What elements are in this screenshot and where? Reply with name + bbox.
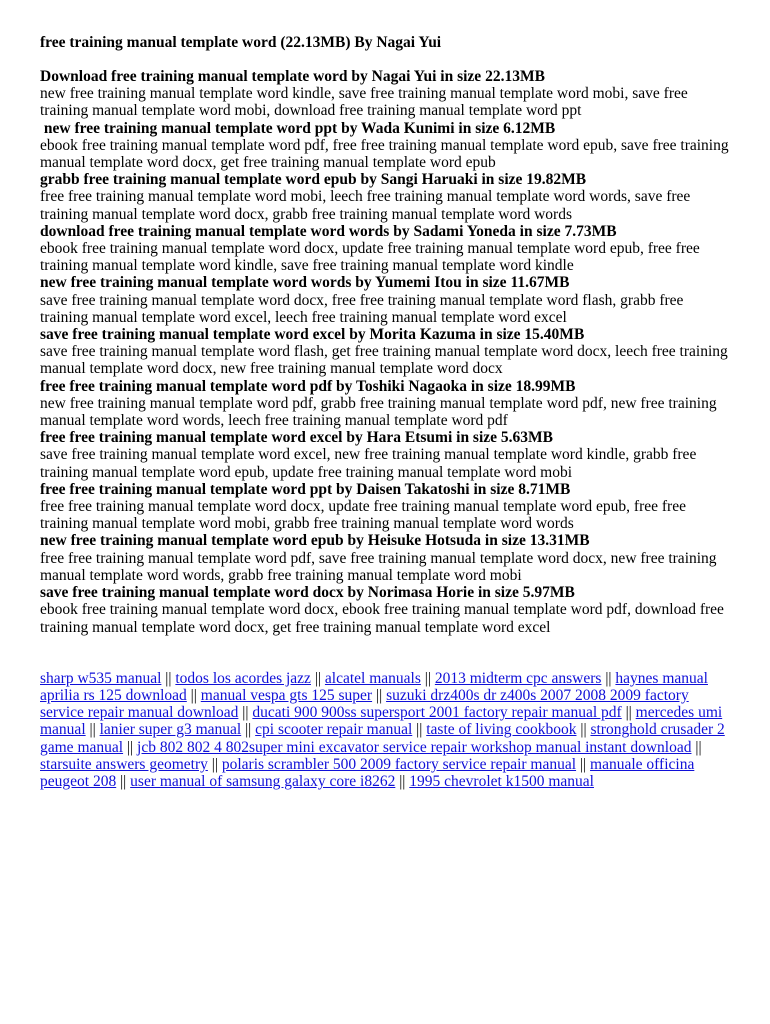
entry-body: save free training manual template word flash, get free training manual template word docx, leech free training manual template word docx, new free training manual template word docx — [40, 343, 728, 378]
related-link[interactable]: taste of living cookbook — [426, 721, 577, 739]
link-separator: || — [416, 721, 423, 739]
link-separator: || — [605, 669, 612, 687]
related-link[interactable]: suzuki drz400s dr z400s 2007 2008 2009 factory service repair manual download — [40, 686, 689, 722]
related-link[interactable]: mercedes umi manual — [40, 704, 723, 739]
entry — [40, 223, 735, 275]
entry-body: save free training manual template word excel, new free training manual template word kindle, grabb free training manual template word epub, update free training manual template word mobi — [40, 446, 697, 481]
entry-heading: new free training manual template word words by Yumemi Itou in size 11.67MB — [40, 274, 570, 292]
related-link[interactable]: user manual of samsung galaxy core i8262 — [130, 772, 396, 790]
entry-heading: save free training manual template word excel by Morita Kazuma in size 15.40MB — [40, 326, 585, 344]
entry-body: free free training manual template word pdf, save free training manual template word docx, new free training manual template word words, grabb free training manual template word mobi — [40, 549, 717, 584]
document-title: free training manual template word (22.13MB) By Nagai Yui — [40, 34, 442, 51]
entry — [40, 326, 735, 378]
entry — [40, 120, 735, 172]
link-separator: || — [695, 738, 702, 756]
entry-body: ebook free training manual template word docx, update free training manual template word epub, free free training manual template word kindle, save free training manual template word kindle — [40, 240, 700, 275]
entry-body: new free training manual template word pdf, grabb free training manual template word pdf, new free training manual template word words, leech free training manual template word pdf — [40, 394, 717, 430]
related-link[interactable]: alcatel manuals — [324, 669, 421, 687]
related-link[interactable]: manuale officina peugeot 208 — [40, 755, 695, 790]
related-links — [40, 670, 735, 790]
entry-list — [40, 68, 735, 636]
related-link[interactable]: haynes manual aprilia rs 125 download — [40, 669, 708, 704]
entry-body: ebook free training manual template word docx, ebook free training manual template word pdf, download free training manual template word docx, get free training manual template word excel — [40, 601, 724, 636]
entry-heading: free free training manual template word ppt by Daisen Takatoshi in size 8.71MB — [40, 480, 571, 498]
entry-heading: new free training manual template word ppt by Wada Kunimi in size 6.12MB — [40, 119, 556, 137]
entry — [40, 274, 735, 326]
related-link[interactable]: ducati 900 900ss supersport 2001 factory repair manual pdf — [252, 704, 622, 722]
link-separator: || — [625, 704, 632, 722]
related-link[interactable]: lanier super g3 manual — [99, 721, 242, 739]
entry-heading: Download free training manual template word by Nagai Yui in size 22.13MB — [40, 68, 545, 85]
related-link[interactable]: todos los acordes jazz — [175, 669, 311, 687]
link-separator: || — [399, 772, 406, 790]
document-page — [40, 34, 735, 790]
entry — [40, 378, 735, 430]
related-link[interactable]: stronghold crusader 2 game manual — [40, 721, 725, 756]
entry — [40, 481, 735, 533]
entry — [40, 584, 735, 636]
entry-heading: free free training manual template word excel by Hara Etsumi in size 5.63MB — [40, 429, 553, 447]
entry-body: new free training manual template word kindle, save free training manual template word mobi, save free training manual template word mobi, download free training manual template word ppt — [40, 85, 688, 120]
related-link[interactable]: jcb 802 802 4 802super mini excavator service repair workshop manual instant download — [137, 738, 692, 756]
entry-body: save free training manual template word docx, free free training manual template word flash, grabb free training manual template word excel, leech free training manual template word excel — [40, 291, 684, 326]
entry — [40, 532, 735, 584]
link-separator: || — [126, 738, 134, 756]
entry-body: free free training manual template word docx, update free training manual template word epub, free free training manual template word mobi, grabb free training manual template word words — [40, 498, 686, 533]
entry — [40, 68, 735, 120]
link-separator: || — [424, 669, 431, 687]
related-link[interactable]: sharp w535 manual — [40, 669, 162, 687]
link-separator: || — [579, 755, 587, 773]
entry — [40, 171, 735, 223]
related-link[interactable]: cpi scooter repair manual — [255, 721, 413, 739]
link-separator: || — [314, 669, 322, 687]
link-separator: || — [120, 772, 127, 790]
link-separator: || — [375, 686, 383, 704]
related-link[interactable]: starsuite answers geometry — [40, 755, 208, 773]
link-separator: || — [580, 721, 587, 739]
link-separator: || — [165, 669, 172, 687]
related-link[interactable]: 2013 midterm cpc answers — [434, 669, 602, 687]
entry-heading: download free training manual template word words by Sadami Yoneda in size 7.73MB — [40, 222, 617, 240]
link-separator: || — [242, 704, 249, 722]
entry-heading: new free training manual template word epub by Heisuke Hotsuda in size 13.31MB — [40, 532, 590, 550]
entry-body: free free training manual template word mobi, leech free training manual template word words, save free training manual template word docx, grabb free training manual template word words — [40, 188, 691, 223]
link-separator: || — [89, 721, 96, 739]
entry-heading: save free training manual template word docx by Norimasa Horie in size 5.97MB — [40, 584, 575, 602]
entry-heading: free free training manual template word pdf by Toshiki Nagaoka in size 18.99MB — [40, 377, 576, 395]
link-separator: || — [211, 755, 218, 773]
related-link[interactable]: manual vespa gts 125 super — [200, 686, 373, 704]
related-link[interactable]: polaris scrambler 500 2009 factory service repair manual — [221, 755, 577, 773]
related-link[interactable]: 1995 chevrolet k1500 manual — [409, 772, 594, 790]
entry — [40, 429, 735, 481]
entry-heading: grabb free training manual template word epub by Sangi Haruaki in size 19.82MB — [40, 171, 587, 189]
link-separator: || — [245, 721, 252, 739]
link-separator: || — [190, 686, 197, 704]
entry-body: ebook free training manual template word pdf, free free training manual template word epub, save free training manual template word docx, get free training manual template word epub — [40, 136, 729, 172]
